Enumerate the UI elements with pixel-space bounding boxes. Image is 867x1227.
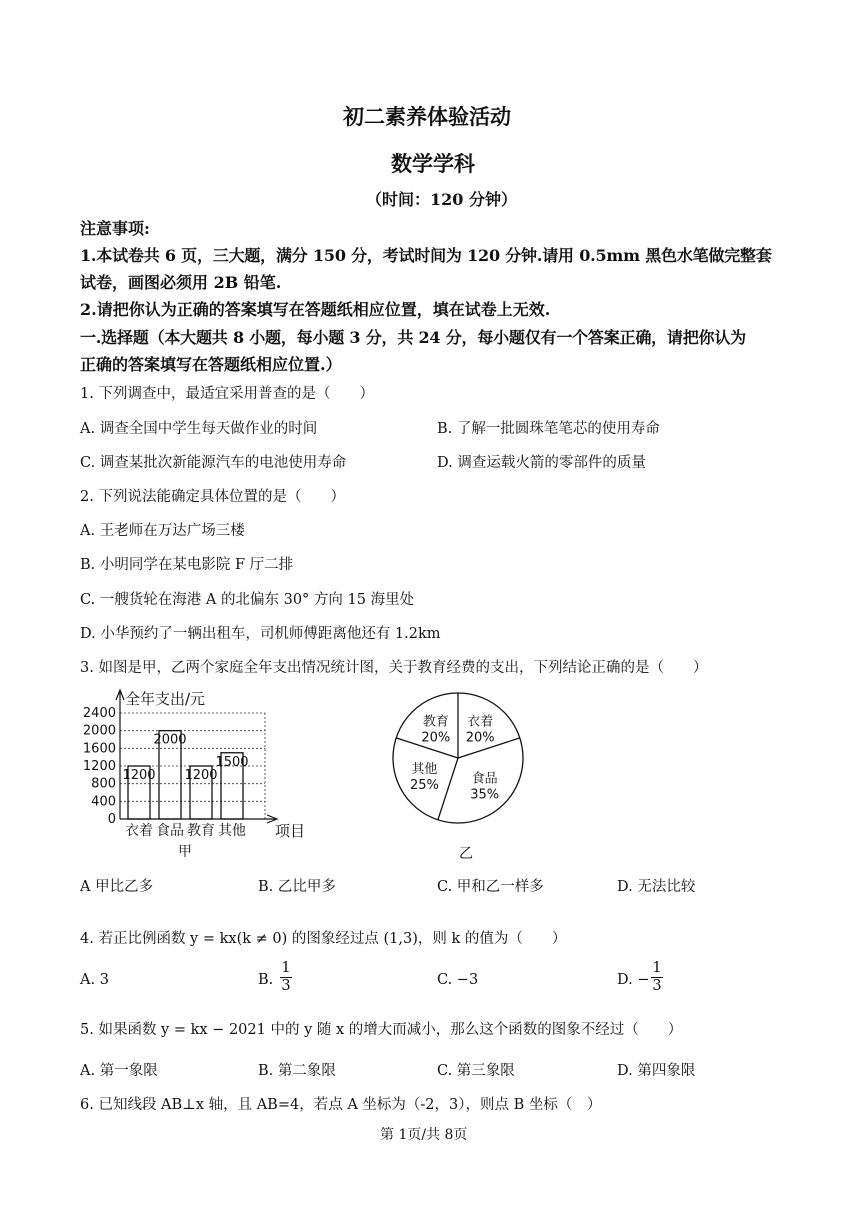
q4-d-denominator: 3 — [652, 978, 662, 994]
y-tick-label: 0 — [107, 812, 116, 827]
q4-option-d-label: D. − — [617, 972, 650, 988]
q5-option-d: D. 第四象限 — [617, 1063, 696, 1079]
bar-chart-caption: 甲 — [178, 844, 192, 860]
q2-option-b: B. 小明同学在某电影院 F 厅二排 — [80, 557, 294, 573]
bar-chart-jia — [70, 684, 320, 864]
pie-slice-label: 食品 — [471, 771, 498, 787]
pie-slice-value: 25% — [409, 778, 439, 794]
page-title: 初二素养体验活动 — [343, 104, 511, 129]
q4-option-d-fraction — [651, 960, 663, 995]
x-tick-label: 衣着 — [125, 823, 153, 839]
section-1-line2: 正确的答案填写在答题纸相应位置.） — [80, 355, 342, 374]
pie-chart-yi — [385, 688, 535, 863]
q4-d-numerator: 1 — [652, 960, 662, 976]
pie-slice-value: 35% — [470, 787, 500, 803]
q5-stem: 5. 如果函数 y = kx − 2021 中的 y 随 x 的增大而减小，那么这个函数的图象不经过（ ） — [80, 1022, 683, 1038]
section-1-line1: 一.选择题（本大题共 8 小题，每小题 3 分，共 24 分，每小题仅有一个答案正确，请把你认为 — [80, 328, 746, 347]
q2-option-a: A. 王老师在万达广场三楼 — [80, 523, 245, 539]
note-2: 2.请把你认为正确的答案填写在答题纸相应位置，填在试卷上无效. — [80, 300, 551, 319]
q3-stem: 3. 如图是甲，乙两个家庭全年支出情况统计图，关于教育经费的支出，下列结论正确的是（ ） — [80, 660, 708, 676]
q2-option-c: C. 一艘货轮在海港 A 的北偏东 30° 方向 15 海里处 — [80, 592, 415, 608]
q4-b-denominator: 3 — [281, 978, 291, 994]
q4-option-a: A. 3 — [80, 972, 109, 988]
pie-slice-label: 其他 — [411, 762, 438, 778]
x-tick-label: 食品 — [156, 823, 184, 839]
pie-slice-label: 衣着 — [467, 714, 494, 730]
q5-option-a: A. 第一象限 — [80, 1063, 158, 1079]
x-tick-label: 教育 — [187, 823, 215, 839]
q1-option-d: D. 调查运载火箭的零部件的质量 — [437, 455, 646, 471]
exam-time: （时间：120 分钟） — [366, 190, 517, 209]
q3-option-b: B. 乙比甲多 — [258, 879, 336, 895]
pie-chart-caption: 乙 — [459, 846, 473, 862]
q6-stem: 6. 已知线段 AB⊥x 轴，且 AB=4，若点 A 坐标为（-2，3），则点 B 坐标（ ） — [80, 1097, 602, 1113]
y-tick-label: 2400 — [82, 706, 116, 721]
pie-slice-label: 教育 — [422, 714, 449, 730]
q4-option-b-fraction — [280, 960, 292, 995]
q4-option-c: C. −3 — [437, 972, 479, 988]
q5-option-c: C. 第三象限 — [437, 1063, 515, 1079]
notes-heading: 注意事项: — [80, 219, 150, 238]
bar-value-label: 1200 — [184, 768, 218, 783]
q3-option-d: D. 无法比较 — [617, 879, 696, 895]
bar-chart-xlabel: 项目 — [275, 822, 306, 840]
q4-b-numerator: 1 — [281, 960, 291, 976]
bar-value-label: 1200 — [122, 768, 156, 783]
q1-option-c: C. 调查某批次新能源汽车的电池使用寿命 — [80, 455, 347, 471]
bar-chart-ylabel: 全年支出/元 — [125, 690, 206, 708]
q2-stem: 2. 下列说法能确定具体位置的是（ ） — [80, 489, 345, 505]
q2-option-d: D. 小华预约了一辆出租车，司机师傅距离他还有 1.2km — [80, 626, 441, 642]
note-1b: 试卷，画图必须用 2B 铅笔. — [80, 273, 282, 292]
note-1a: 1.本试卷共 6 页，三大题，满分 150 分，考试时间为 120 分钟.请用 0.5mm 黑色水笔做完整套 — [80, 246, 772, 265]
q4-option-b-label: B. — [258, 972, 274, 988]
pie-slice-value: 20% — [465, 730, 495, 746]
q5-option-b: B. 第二象限 — [258, 1063, 336, 1079]
subject-title: 数学学科 — [391, 151, 475, 176]
y-tick-label: 1200 — [82, 759, 116, 774]
page-footer: 第 1页/共 8页 — [380, 1127, 468, 1143]
y-tick-label: 2000 — [82, 723, 116, 739]
q1-option-a: A. 调查全国中学生每天做作业的时间 — [80, 421, 318, 437]
q1-option-b: B. 了解一批圆珠笔笔芯的使用寿命 — [437, 421, 660, 437]
bar-value-label: 1500 — [215, 754, 249, 770]
x-tick-label: 其他 — [218, 823, 246, 839]
y-tick-label: 800 — [91, 776, 116, 792]
pie-slice-value: 20% — [421, 730, 451, 746]
q4-stem: 4. 若正比例函数 y = kx(k ≠ 0) 的图象经过点 (1,3)，则 k 的值为（ ） — [80, 931, 567, 947]
y-tick-label: 1600 — [82, 741, 116, 757]
bar-value-label: 2000 — [153, 732, 187, 748]
q3-option-a: A 甲比乙多 — [80, 879, 154, 895]
q3-option-c: C. 甲和乙一样多 — [437, 879, 544, 895]
y-tick-label: 400 — [91, 794, 116, 810]
q1-stem: 1. 下列调查中，最适宜采用普查的是（ ） — [80, 386, 374, 402]
pie-slice-edge — [438, 758, 458, 820]
